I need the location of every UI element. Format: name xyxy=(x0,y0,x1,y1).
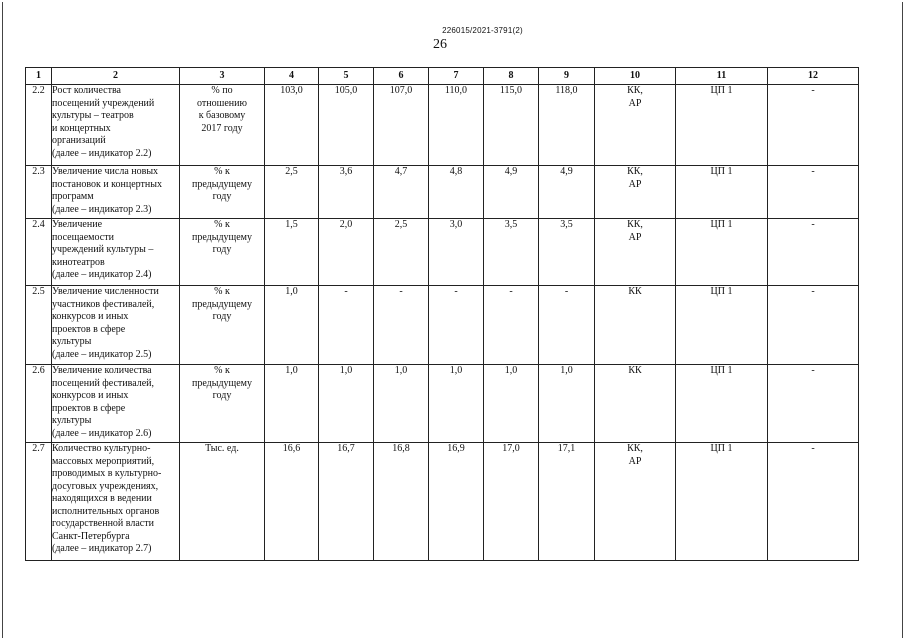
cell-text-line: учреждений культуры – xyxy=(52,244,154,255)
cell-text-line: к базовому xyxy=(198,110,246,121)
cell-text-line: КК xyxy=(628,286,642,297)
cell-text-line: КК xyxy=(628,365,642,376)
cell-text-line: АР xyxy=(628,97,642,109)
indicator-name xyxy=(52,365,180,443)
cell-text-line: АР xyxy=(628,178,642,190)
cell-text-line: Увеличение числа новых xyxy=(52,166,159,177)
indicator-number: 2.2 xyxy=(26,85,52,166)
indicator-value: 1,0 xyxy=(265,286,319,365)
program-code: ЦП 1 xyxy=(676,443,768,561)
cell-text-line: % к xyxy=(214,219,230,230)
responsible-executor xyxy=(595,166,676,219)
cell-text-line: (далее – индикатор 2.2) xyxy=(52,147,152,159)
column-header: 10 xyxy=(595,68,676,85)
indicator-name xyxy=(52,85,180,166)
indicators-table xyxy=(25,67,859,561)
indicator-value: 1,0 xyxy=(429,365,484,443)
program-code: ЦП 1 xyxy=(676,85,768,166)
indicator-name xyxy=(52,219,180,286)
cell-text-line: исполнительных органов xyxy=(52,505,160,517)
cell-text-line: КК, xyxy=(627,85,643,96)
page-number: 26 xyxy=(433,37,447,52)
cell-text-line: проектов в сфере xyxy=(52,323,126,335)
cell-text-line: году xyxy=(212,311,232,322)
column-header: 1 xyxy=(26,68,52,85)
cell-text-line: и концертных xyxy=(52,122,111,134)
indicator-value: 115,0 xyxy=(484,85,539,166)
indicator-value: 16,9 xyxy=(429,443,484,561)
note: - xyxy=(768,85,859,166)
cell-text-line: участников фестивалей, xyxy=(52,298,155,310)
column-header: 4 xyxy=(265,68,319,85)
column-header: 5 xyxy=(319,68,374,85)
cell-text-line: КК, xyxy=(627,166,643,177)
note: - xyxy=(768,365,859,443)
cell-text-line: программ xyxy=(52,191,94,202)
column-header: 6 xyxy=(374,68,429,85)
indicator-value: 1,0 xyxy=(374,365,429,443)
cell-text-line: досуговых учреждениях, xyxy=(52,480,159,492)
cell-text-line: (далее – индикатор 2.3) xyxy=(52,203,152,215)
cell-text-line: находящихся в ведении xyxy=(52,493,152,504)
note: - xyxy=(768,286,859,365)
indicator-value: 3,0 xyxy=(429,219,484,286)
cell-text-line: Рост количества xyxy=(52,85,121,96)
indicator-name xyxy=(52,286,180,365)
cell-text-line: % к xyxy=(214,365,230,376)
note: - xyxy=(768,166,859,219)
cell-text-line: культуры xyxy=(52,336,92,347)
indicator-value: 1,5 xyxy=(265,219,319,286)
indicator-value: 107,0 xyxy=(374,85,429,166)
indicator-value: - xyxy=(319,286,374,365)
cell-text-line: % к xyxy=(214,166,230,177)
cell-text-line: государственной власти xyxy=(52,518,154,529)
cell-text-line: отношению xyxy=(197,97,247,109)
indicator-value: 118,0 xyxy=(539,85,595,166)
cell-text-line: (далее – индикатор 2.5) xyxy=(52,348,152,360)
indicator-unit xyxy=(180,85,265,166)
cell-text-line: проводимых в культурно- xyxy=(52,468,162,479)
cell-text-line: % по xyxy=(211,85,233,96)
cell-text-line: Санкт-Петербурга xyxy=(52,530,130,542)
indicator-value: 4,7 xyxy=(374,166,429,219)
indicator-value: 2,5 xyxy=(374,219,429,286)
cell-text-line: культуры xyxy=(52,415,92,426)
indicator-value: 1,0 xyxy=(484,365,539,443)
program-code: ЦП 1 xyxy=(676,286,768,365)
responsible-executor xyxy=(595,365,676,443)
column-header: 9 xyxy=(539,68,595,85)
cell-text-line: постановок и концертных xyxy=(52,178,162,190)
indicator-value: 16,6 xyxy=(265,443,319,561)
indicator-value: 4,9 xyxy=(484,166,539,219)
cell-text-line: конкурсов и иных xyxy=(52,311,129,322)
cell-text-line: массовых мероприятий, xyxy=(52,455,155,467)
table-row xyxy=(26,443,859,561)
responsible-executor xyxy=(595,219,676,286)
indicator-number: 2.4 xyxy=(26,219,52,286)
column-header: 12 xyxy=(768,68,859,85)
cell-text-line: Тыс. ед. xyxy=(205,443,239,454)
indicator-value: - xyxy=(374,286,429,365)
cell-text-line: (далее – индикатор 2.6) xyxy=(52,427,152,439)
indicator-value: 3,6 xyxy=(319,166,374,219)
responsible-executor xyxy=(595,286,676,365)
indicator-value: 16,7 xyxy=(319,443,374,561)
indicator-unit xyxy=(180,166,265,219)
indicator-unit xyxy=(180,443,265,561)
cell-text-line: АР xyxy=(628,231,642,243)
cell-text-line: (далее – индикатор 2.4) xyxy=(52,269,152,280)
indicator-value: 16,8 xyxy=(374,443,429,561)
cell-text-line: посещений фестивалей, xyxy=(52,377,155,389)
indicator-value: - xyxy=(539,286,595,365)
cell-text-line: Увеличение xyxy=(52,219,103,230)
indicator-value: 3,5 xyxy=(539,219,595,286)
cell-text-line: КК, xyxy=(627,219,643,230)
indicator-value: 1,0 xyxy=(265,365,319,443)
indicator-value: 105,0 xyxy=(319,85,374,166)
indicator-value: - xyxy=(429,286,484,365)
table-row xyxy=(26,286,859,365)
column-header: 2 xyxy=(52,68,180,85)
cell-text-line: конкурсов и иных xyxy=(52,390,129,401)
cell-text-line: организаций xyxy=(52,135,106,146)
table-row xyxy=(26,219,859,286)
cell-text-line: АР xyxy=(628,455,642,467)
indicator-value: - xyxy=(484,286,539,365)
cell-text-line: посещаемости xyxy=(52,231,114,243)
cell-text-line: предыдущему xyxy=(191,298,253,310)
indicator-value: 110,0 xyxy=(429,85,484,166)
indicator-unit xyxy=(180,219,265,286)
cell-text-line: Увеличение количества xyxy=(52,365,152,376)
cell-text-line: Количество культурно- xyxy=(52,443,151,454)
cell-text-line: КК, xyxy=(627,443,643,454)
indicator-name xyxy=(52,443,180,561)
cell-text-line: предыдущему xyxy=(191,231,253,243)
column-header: 11 xyxy=(676,68,768,85)
column-header: 7 xyxy=(429,68,484,85)
table-header-row xyxy=(26,68,859,85)
indicator-unit xyxy=(180,286,265,365)
table-row xyxy=(26,166,859,219)
indicator-number: 2.5 xyxy=(26,286,52,365)
cell-text-line: кинотеатров xyxy=(52,256,105,268)
indicator-value: 17,1 xyxy=(539,443,595,561)
cell-text-line: 2017 году xyxy=(201,122,243,134)
indicator-value: 2,5 xyxy=(265,166,319,219)
cell-text-line: Увеличение численности xyxy=(52,286,159,297)
indicator-value: 1,0 xyxy=(539,365,595,443)
cell-text-line: культуры – театров xyxy=(52,110,134,121)
table-row xyxy=(26,365,859,443)
indicator-name xyxy=(52,166,180,219)
cell-text-line: (далее – индикатор 2.7) xyxy=(52,543,152,554)
cell-text-line: году xyxy=(212,390,232,401)
table-row xyxy=(26,85,859,166)
cell-text-line: % к xyxy=(214,286,230,297)
program-code: ЦП 1 xyxy=(676,166,768,219)
note: - xyxy=(768,443,859,561)
indicator-number: 2.3 xyxy=(26,166,52,219)
cell-text-line: году xyxy=(212,244,232,255)
responsible-executor xyxy=(595,85,676,166)
note: - xyxy=(768,219,859,286)
program-code: ЦП 1 xyxy=(676,365,768,443)
indicator-value: 1,0 xyxy=(319,365,374,443)
indicator-number: 2.6 xyxy=(26,365,52,443)
cell-text-line: предыдущему xyxy=(191,377,253,389)
document-id: 226015/2021-3791(2) xyxy=(442,26,523,35)
indicator-value: 3,5 xyxy=(484,219,539,286)
indicator-number: 2.7 xyxy=(26,443,52,561)
cell-text-line: году xyxy=(212,191,232,202)
column-header: 8 xyxy=(484,68,539,85)
indicator-value: 4,9 xyxy=(539,166,595,219)
indicator-value: 2,0 xyxy=(319,219,374,286)
cell-text-line: предыдущему xyxy=(191,178,253,190)
indicator-value: 17,0 xyxy=(484,443,539,561)
cell-text-line: проектов в сфере xyxy=(52,402,126,414)
indicator-value: 4,8 xyxy=(429,166,484,219)
cell-text-line: посещений учреждений xyxy=(52,97,155,109)
indicator-value: 103,0 xyxy=(265,85,319,166)
indicator-unit xyxy=(180,365,265,443)
column-header: 3 xyxy=(180,68,265,85)
program-code: ЦП 1 xyxy=(676,219,768,286)
responsible-executor xyxy=(595,443,676,561)
